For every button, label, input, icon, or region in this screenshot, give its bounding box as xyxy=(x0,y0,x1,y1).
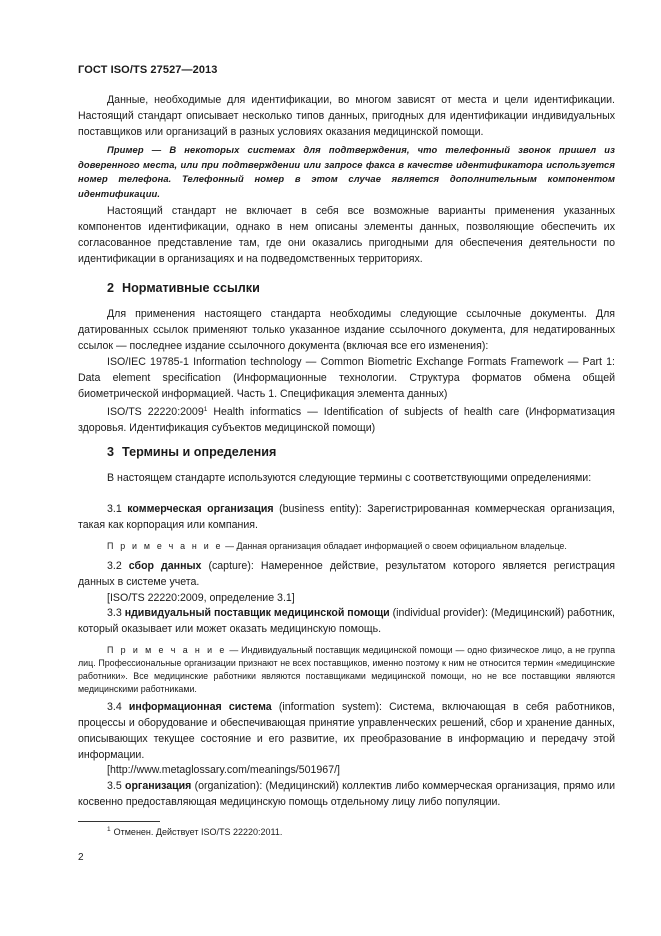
term-title: информационная система xyxy=(128,701,272,713)
footnote-text: Отменен. Действует ISO/TS 22220:2011. xyxy=(113,827,283,837)
term-number: 3.3 xyxy=(107,607,122,619)
note-text: — Индивидуальный поставщик медицинской помощи — одно физическое лицо, а не группа лиц. Профессиональные организации признают не всех поставщиков, именно поэтому к ним не относится термин «медицинские работники». Все медицинские работники являются поставщиками медицинской помощи, но не все поставщики являются медицинскими работниками. xyxy=(78,645,615,694)
example-note: Пример — В некоторых системах для подтверждения, что телефонный звонок пришел из доверенного места, или при подтверждении или запросе факса в качестве идентификатора используется номер телефона. Телефонный номер в этом случае является дополнительным компонентом идентификации. xyxy=(78,144,615,199)
footnote xyxy=(107,826,282,837)
term-3-4 xyxy=(78,700,615,764)
normative-reference-1: ISO/IEC 19785-1 Information technology — Common Biometric Exchange Formats Framework — Part 1: Data element specification (Информационные технологии. Структура форматов обмена общей биометрической информацией. Часть 1. Спецификация элемента данных) xyxy=(78,356,615,400)
footnote-marker: 1 xyxy=(203,406,208,413)
term-number: 3.4 xyxy=(107,701,122,713)
term-3-5 xyxy=(78,779,615,811)
term-title: ндивидуальный поставщик медицинской помощи xyxy=(124,607,390,619)
term-title: сбор данных xyxy=(128,560,202,572)
term-title: организация xyxy=(124,780,192,792)
footnote-mark: 1 xyxy=(107,826,111,833)
term-3-2-source: [ISO/TS 22220:2009, определение 3.1] xyxy=(107,592,295,604)
term-definition: (information system): Система, включающая в себя работников, процессы и оборудование и обеспечивающая принятие управленческих решений, сбор и хранение данных, описывающих текущее состояние и его развитие, их преобразование в информацию и передачу этой информации. xyxy=(78,701,615,761)
term-number: 3.1 xyxy=(107,503,122,515)
section-3-title: Термины и определения xyxy=(122,445,277,459)
term-number: 3.2 xyxy=(107,560,122,572)
term-title: коммерческая организация xyxy=(127,503,274,515)
term-definition: (individual provider): (Медицинский) работник, который оказывает или может оказать медицинскую помощь. xyxy=(78,607,615,635)
term-3-4-source: [http://www.metaglossary.com/meanings/501967/] xyxy=(107,764,340,776)
note-label: П р и м е ч а н и е xyxy=(107,541,223,551)
term-3-3 xyxy=(78,606,615,638)
section-3-number: 3 xyxy=(107,445,115,459)
term-definition: (organization): (Медицинский) коллектив либо коммерческая организация, прямо или косвенно предоставляющая медицинскую помощь отдельному лицу либо популяции. xyxy=(78,780,615,808)
note-3-3 xyxy=(78,644,615,696)
term-number: 3.5 xyxy=(107,780,122,792)
note-text: — Данная организация обладает информацией о своем официальном владельце. xyxy=(222,541,567,551)
reference-2-code: ISO/TS 22220:2009 xyxy=(107,406,204,418)
page-number: 2 xyxy=(78,852,84,863)
term-definition: (business entity): Зарегистрированная коммерческая организация, такая как корпорация или компания. xyxy=(78,503,615,531)
term-3-2 xyxy=(78,559,615,591)
section-3-heading xyxy=(107,445,276,459)
section-2-paragraph: Для применения настоящего стандарта необходимы следующие ссылочные документы. Для датированных ссылок применяют только указанное издание ссылочного документа, для недатированных ссылок — последнее издание ссылочного документа (включая все его изменения): xyxy=(78,308,615,352)
reference-2-text: Health informatics — Identification of subjects of health care (Информатизация здоровья. Идентификация субъектов медицинской помощи) xyxy=(78,406,615,434)
term-definition: (capture): Намеренное действие, результатом которого является регистрация данных в системе учета. xyxy=(78,560,615,588)
note-label: П р и м е ч а н и е xyxy=(107,645,227,655)
note-3-1 xyxy=(78,540,615,553)
page-header: ГОСТ ISO/TS 27527—2013 xyxy=(78,64,218,76)
section-2-heading xyxy=(107,281,260,295)
normative-reference-2 xyxy=(78,402,615,437)
intro-paragraph-1: Данные, необходимые для идентификации, во многом зависят от места и цели идентификации. Настоящий стандарт описывает несколько типов данных, пригодных для идентификации индивидуальных поставщиков или организаций в разных условиях оказания медицинской помощи. xyxy=(78,94,615,138)
section-2-number: 2 xyxy=(107,281,115,295)
section-3-intro: В настоящем стандарте используются следующие термины с соответствующими определениями: xyxy=(107,472,592,484)
section-2-title: Нормативные ссылки xyxy=(122,281,260,295)
footnote-divider xyxy=(78,821,160,822)
term-3-1 xyxy=(78,502,615,534)
intro-paragraph-2: Настоящий стандарт не включает в себя все возможные варианты применения указанных компонентов идентификации, однако в нем описаны элементы данных, позволяющие обеспечить их согласованное представление там, где они оказались пригодными для обеспечения деятельности по идентификации в организациях и на подведомственных территориях. xyxy=(78,205,615,265)
